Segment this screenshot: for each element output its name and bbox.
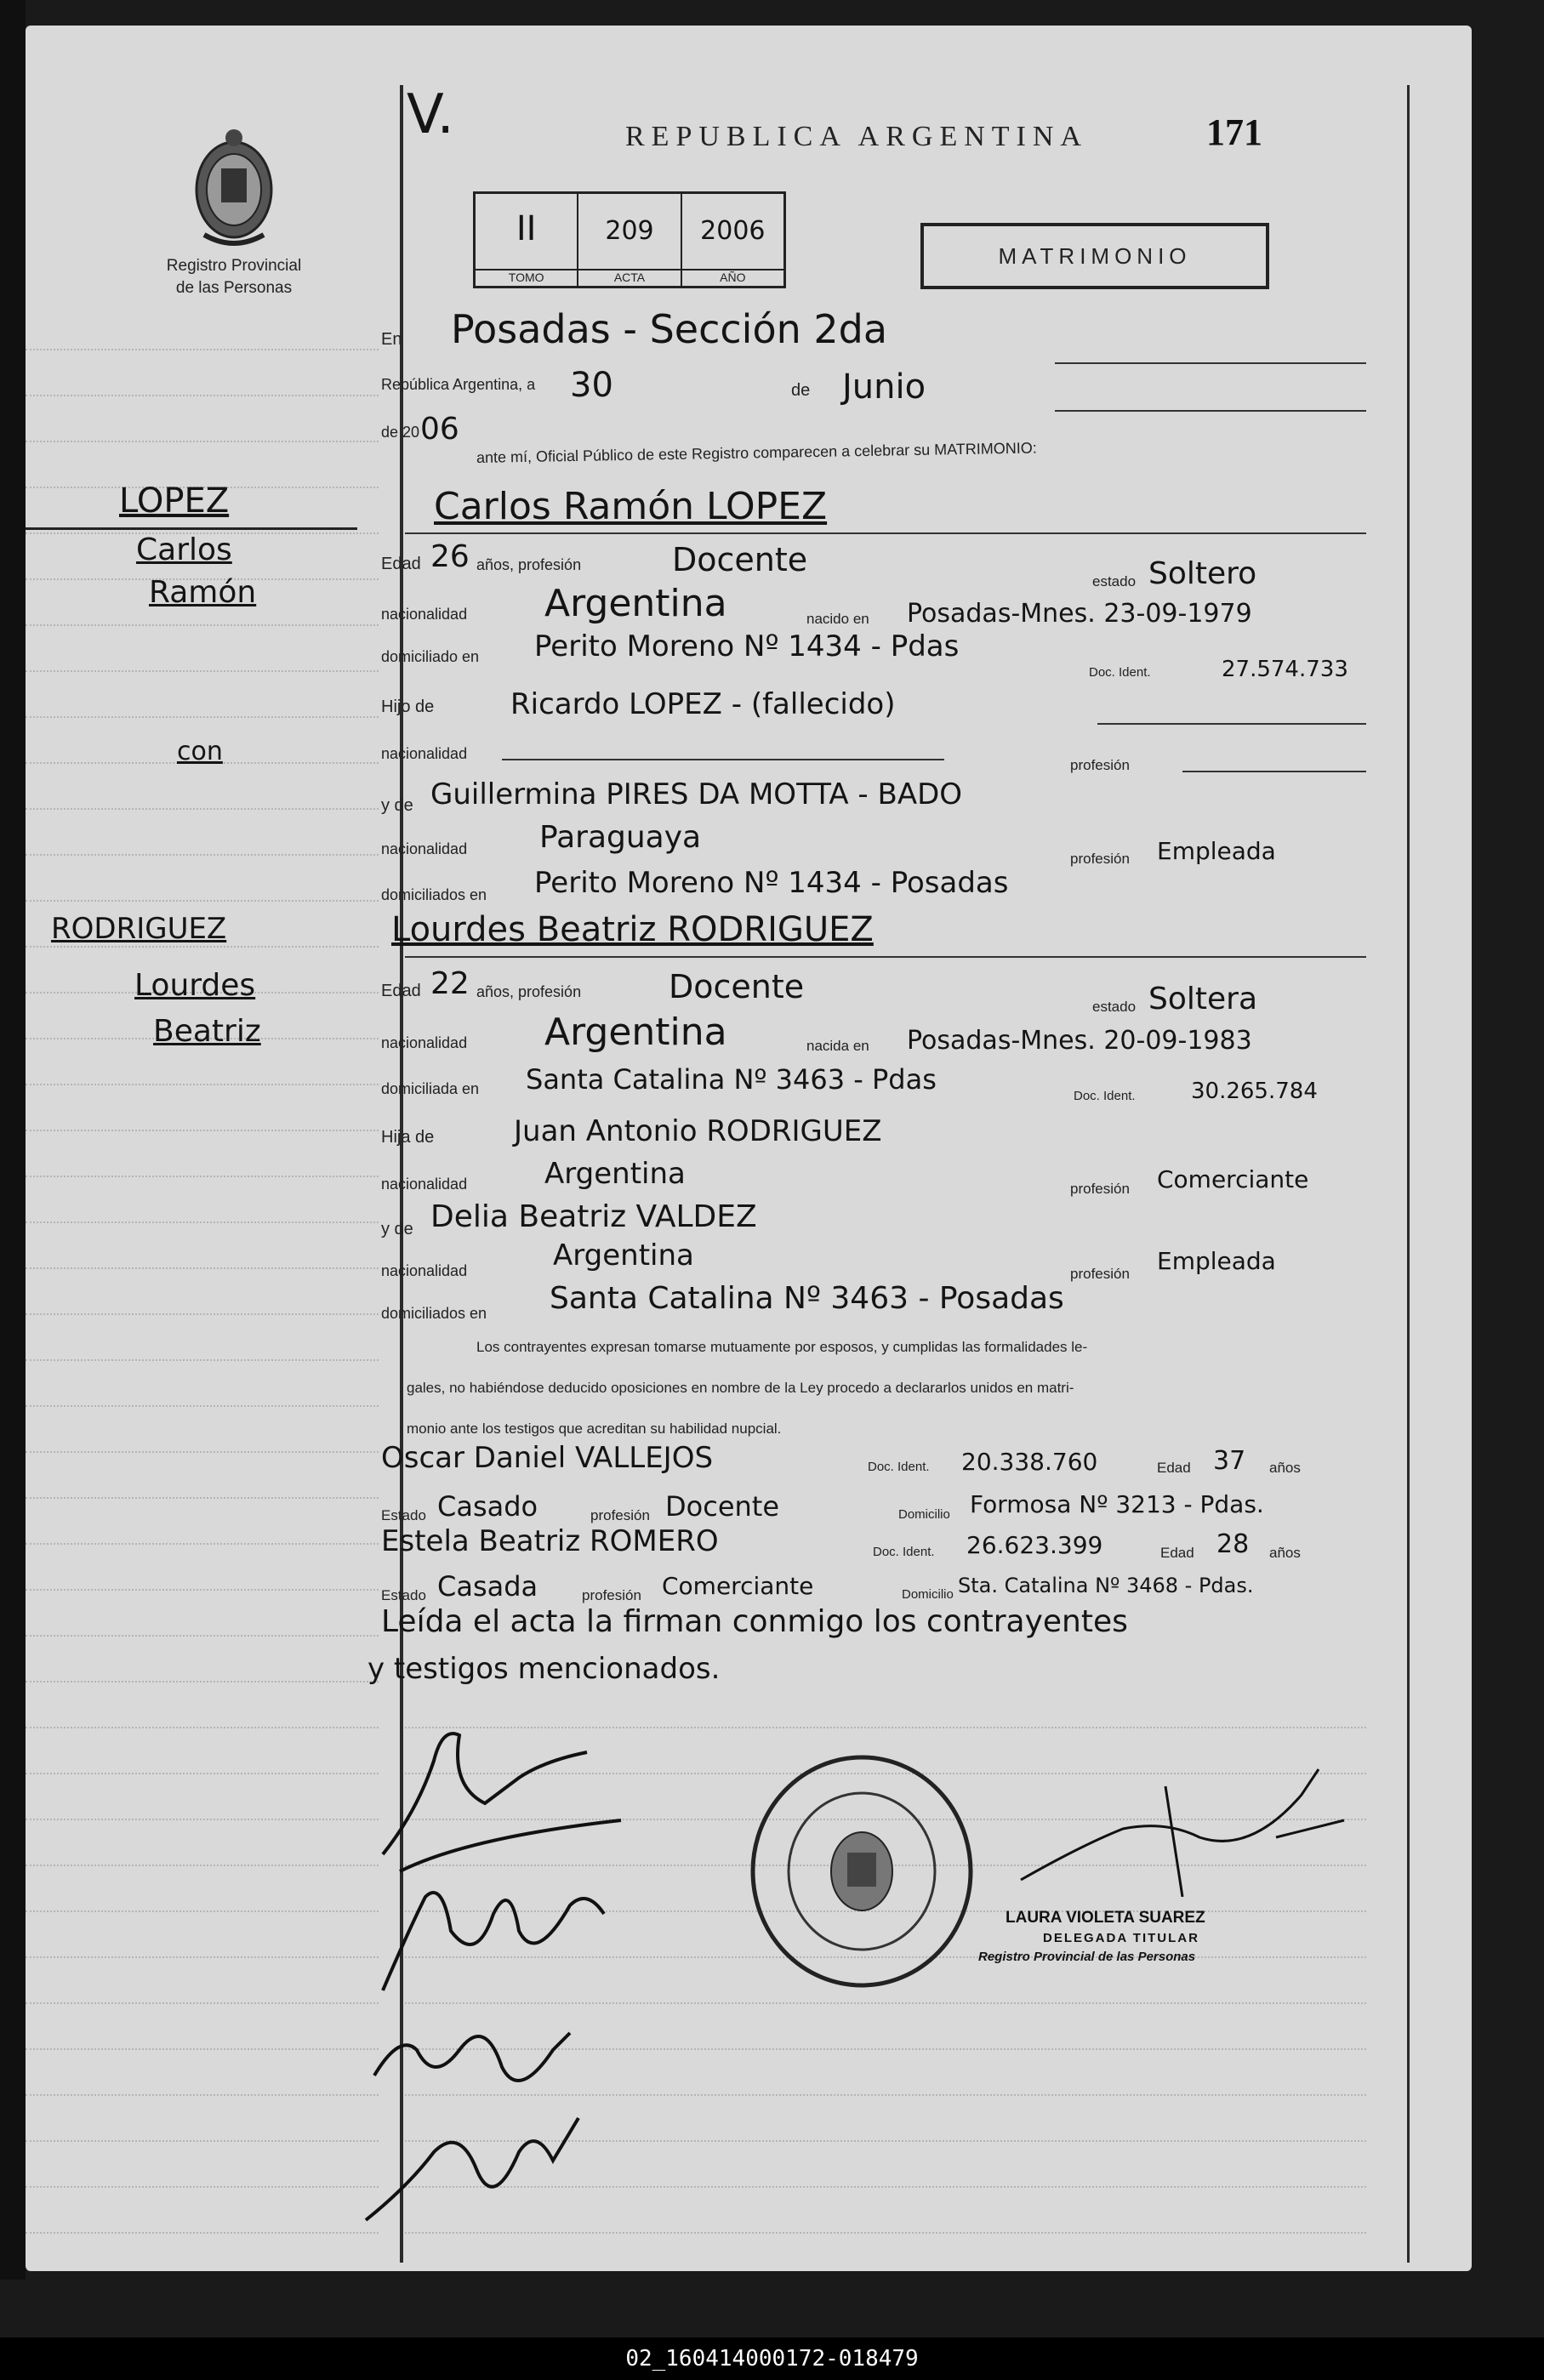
groom-address: Perito Moreno Nº 1434 - Pdas	[534, 629, 960, 663]
margin-dotted-line	[26, 1359, 379, 1361]
groom-mother-nationality: Paraguaya	[539, 820, 702, 855]
bride-mother-profession: Empleada	[1157, 1247, 1276, 1275]
witness1-age: 37	[1213, 1446, 1246, 1476]
tomo-label: TOMO	[476, 269, 577, 284]
groom-domiciliado-label: domiciliado en	[381, 648, 480, 665]
groom-father-nat-rule	[502, 759, 944, 760]
bride-father: Juan Antonio RODRIGUEZ	[514, 1114, 882, 1148]
bride-profession: Docente	[669, 968, 805, 1005]
margin-dotted-line	[26, 900, 379, 902]
witness2-doc: 26.623.399	[966, 1531, 1103, 1559]
bride-nacionalidad-label: nacionalidad	[381, 1034, 468, 1051]
margin-dotted-line	[26, 1176, 379, 1177]
official-signature	[995, 1761, 1353, 1897]
margin-dotted-line	[26, 1130, 379, 1131]
groom-parents-address: Perito Moreno Nº 1434 - Posadas	[534, 866, 1009, 900]
en-label: En	[381, 330, 402, 349]
margin-dotted-line	[26, 1819, 379, 1820]
groom-father-prof-label: profesión	[1070, 757, 1130, 773]
groom-estado: Soltero	[1148, 556, 1257, 591]
bride-mother-prof-label: profesión	[1070, 1266, 1130, 1282]
witness2-dom-label: Domicilio	[902, 1587, 954, 1602]
bride-edad-label: Edad	[381, 982, 421, 1000]
registry-name-line2: de las Personas	[175, 279, 293, 297]
declaration-line3: monio ante los testigos que acreditan su habilidad nupcial.	[407, 1421, 782, 1437]
margin-dotted-line	[26, 670, 379, 672]
margin-dotted-line	[26, 716, 379, 718]
margin-groom-surname: LOPEZ	[119, 481, 230, 521]
declaration-line1: Los contrayentes expresan tomarse mutuamente por esposos, y cumplidas las formalidades le-	[476, 1339, 1088, 1355]
witness1-name: Oscar Daniel VALLEJOS	[381, 1441, 714, 1475]
groom-mother-profession: Empleada	[1157, 837, 1276, 865]
margin-dotted-line	[26, 441, 379, 442]
margin-dotted-line	[26, 395, 379, 396]
groom-age: 26	[430, 539, 470, 574]
groom-mother-nat-label: nacionalidad	[381, 840, 468, 857]
bride-father-profession: Comerciante	[1157, 1165, 1309, 1193]
official-title: DELEGADA TITULAR	[1043, 1931, 1199, 1945]
book-edge	[0, 0, 26, 2280]
de-label: de	[791, 381, 811, 400]
day-value: 30	[570, 366, 613, 405]
bride-estado: Soltera	[1148, 982, 1258, 1016]
margin-dotted-line	[26, 1727, 379, 1728]
bride-age: 22	[430, 966, 470, 1001]
margin-dotted-line	[26, 1267, 379, 1269]
witness1-address: Formosa Nº 3213 - Pdas.	[970, 1490, 1264, 1518]
country-heading: REPUBLICA ARGENTINA	[625, 121, 1088, 152]
groom-name-rule	[405, 532, 1366, 534]
official-office: Registro Provincial de las Personas	[978, 1950, 1196, 1964]
margin-dotted-line	[26, 2140, 379, 2142]
margin-dotted-line	[26, 624, 379, 626]
bride-doc-label: Doc. Ident.	[1074, 1089, 1136, 1103]
margin-groom-name2: Ramón	[149, 575, 257, 610]
bride-hija-label: Hija de	[381, 1128, 435, 1147]
groom-mother: Guillermina PIRES DA MOTTA - BADO	[430, 777, 963, 811]
ante-text: ante mí, Oficial Público de este Registro comparecen a celebrar su MATRIMONIO:	[476, 439, 1037, 466]
margin-dotted-line	[26, 1956, 379, 1958]
bride-parents-dom-label: domiciliados en	[381, 1305, 487, 1322]
place-value: Posadas - Sección 2da	[451, 306, 888, 352]
witness2-anos-label: años	[1269, 1545, 1301, 1561]
month-value: Junio	[842, 367, 926, 407]
witness1-edad-label: Edad	[1157, 1460, 1191, 1476]
groom-estado-label: estado	[1092, 573, 1137, 589]
witness2-estado-label: Estado	[381, 1587, 426, 1603]
margin-bride-surname: RODRIGUEZ	[51, 912, 227, 946]
margin-dotted-line	[26, 1221, 379, 1223]
margin-dotted-line	[26, 1084, 379, 1085]
witness2-doc-label: Doc. Ident.	[873, 1545, 935, 1559]
tomo-value: II	[516, 209, 537, 248]
registry-name-line1: Registro Provincial	[166, 257, 302, 275]
signatures	[349, 1710, 638, 2254]
bride-domiciliada-label: domiciliada en	[381, 1080, 480, 1097]
closing-line2: y testigos mencionados.	[367, 1652, 721, 1686]
groom-edad-label: Edad	[381, 555, 421, 573]
margin-dotted-line	[26, 2002, 379, 2004]
witness1-doc-label: Doc. Ident.	[868, 1460, 930, 1474]
bride-mother: Delia Beatriz VALDEZ	[430, 1199, 757, 1234]
margin-dotted-line	[26, 1773, 379, 1774]
margin-dotted-line	[26, 2232, 379, 2234]
acta-label: ACTA	[578, 269, 680, 284]
witness2-profession: Comerciante	[662, 1572, 814, 1600]
bride-estado-label: estado	[1092, 999, 1137, 1015]
groom-father: Ricardo LOPEZ - (fallecido)	[510, 687, 896, 721]
witness2-estado: Casada	[437, 1570, 538, 1603]
official-seal	[747, 1752, 977, 1990]
witness1-prof-label: profesión	[590, 1507, 650, 1523]
witness2-prof-label: profesión	[582, 1587, 641, 1603]
witness2-address: Sta. Catalina Nº 3468 - Pdas.	[958, 1574, 1254, 1597]
margin-dotted-line	[26, 946, 379, 948]
bride-father-prof-label: profesión	[1070, 1181, 1130, 1197]
witness1-signature	[374, 2033, 570, 2081]
ano-value: 2006	[700, 216, 766, 246]
groom-anos-prof-label: años, profesión	[476, 556, 582, 573]
province-emblem-icon	[187, 126, 281, 253]
groom-parents-dom-label: domiciliados en	[381, 886, 487, 903]
groom-nacido-label: nacido en	[806, 611, 869, 627]
image-identifier: 02_160414000172-018479	[0, 2337, 1544, 2380]
margin-dotted-line	[26, 349, 379, 350]
margin-dotted-line	[26, 1910, 379, 1912]
margin-dotted-line	[26, 1451, 379, 1453]
bride-signature	[383, 1893, 604, 1990]
witness1-profession: Docente	[665, 1490, 780, 1523]
handwritten-mark: V.	[407, 83, 454, 146]
bride-father-nat-label: nacionalidad	[381, 1176, 468, 1193]
groom-mother-prof-label: profesión	[1070, 851, 1130, 867]
groom-yde-label: y de	[381, 796, 413, 815]
witness2-age: 28	[1216, 1529, 1250, 1559]
margin-dotted-line	[26, 1313, 379, 1315]
bride-name-rule	[405, 956, 1366, 958]
bride-full-name: Lourdes Beatriz RODRIGUEZ	[391, 910, 874, 949]
groom-hijo-label: Hijo de	[381, 697, 435, 716]
witness2-name: Estela Beatriz ROMERO	[381, 1524, 719, 1558]
margin-con: con	[177, 737, 223, 766]
bride-anos-prof-label: años, profesión	[476, 983, 582, 1000]
witness1-doc: 20.338.760	[961, 1448, 1098, 1476]
margin-dotted-line	[26, 1865, 379, 1866]
margin-dotted-line	[26, 854, 379, 856]
groom-birthplace: Posadas-Mnes. 23-09-1979	[907, 599, 1252, 629]
groom-doc-label: Doc. Ident.	[1089, 665, 1151, 680]
bride-yde-label: y de	[381, 1220, 413, 1238]
margin-dotted-line	[26, 808, 379, 810]
declaration-line2: gales, no habiéndose deducido oposiciones en nombre de la Ley procedo a declararlos unidos en matri-	[407, 1380, 1074, 1396]
place-rule	[1055, 362, 1366, 364]
margin-dotted-line	[26, 2186, 379, 2188]
witness1-estado-label: Estado	[381, 1507, 426, 1523]
year-prefix: de 20	[381, 424, 420, 441]
margin-dotted-line	[26, 1497, 379, 1499]
margin-dotted-line	[26, 1681, 379, 1683]
margin-dotted-line	[26, 1635, 379, 1637]
document-page	[26, 26, 1472, 2271]
ano-label: AÑO	[682, 269, 783, 284]
bride-nacida-label: nacida en	[806, 1038, 869, 1054]
margin-dotted-line	[26, 1405, 379, 1407]
official-name: LAURA VIOLETA SUAREZ	[1006, 1909, 1205, 1927]
groom-father-rule	[1097, 723, 1366, 725]
margin-dotted-line	[26, 1589, 379, 1591]
bride-father-nationality: Argentina	[544, 1157, 686, 1191]
witness2-edad-label: Edad	[1160, 1545, 1194, 1561]
groom-father-prof-rule	[1182, 771, 1366, 772]
groom-father-nat-label: nacionalidad	[381, 745, 468, 762]
witness1-anos-label: años	[1269, 1460, 1301, 1476]
acta-value: 209	[605, 216, 654, 246]
groom-nationality: Argentina	[544, 582, 727, 625]
month-rule	[1055, 410, 1366, 412]
witness1-estado: Casado	[437, 1490, 538, 1523]
bride-address: Santa Catalina Nº 3463 - Pdas	[526, 1063, 937, 1096]
margin-bride-name1: Lourdes	[134, 968, 256, 1003]
groom-signature	[383, 1734, 621, 1871]
margin-groom-name1: Carlos	[136, 532, 232, 567]
closing-line1: Leída el acta la firman conmigo los contrayentes	[381, 1604, 1128, 1639]
margin-dotted-line	[26, 2094, 379, 2096]
bride-parents-address: Santa Catalina Nº 3463 - Posadas	[550, 1281, 1064, 1316]
bride-birthplace: Posadas-Mnes. 20-09-1983	[907, 1026, 1252, 1056]
republica-label: República Argentina, a	[381, 376, 536, 393]
margin-dotted-line	[26, 2048, 379, 2050]
margin-rule-1	[26, 527, 357, 530]
bride-mother-nat-label: nacionalidad	[381, 1262, 468, 1279]
bride-doc: 30.265.784	[1191, 1079, 1318, 1104]
groom-profession: Docente	[672, 541, 808, 578]
page-number: 171	[1206, 111, 1262, 153]
margin-bride-name2: Beatriz	[153, 1014, 261, 1049]
witness2-signature	[366, 2118, 578, 2220]
groom-nacionalidad-label: nacionalidad	[381, 606, 468, 623]
bride-nationality: Argentina	[544, 1011, 727, 1054]
groom-doc: 27.574.733	[1222, 657, 1348, 682]
bride-mother-nationality: Argentina	[553, 1238, 694, 1273]
act-type-box: MATRIMONIO	[920, 223, 1269, 289]
year-suffix: 06	[420, 412, 459, 447]
witness1-dom-label: Domicilio	[898, 1507, 950, 1522]
groom-full-name: Carlos Ramón LOPEZ	[434, 485, 828, 528]
margin-dotted-line	[26, 1543, 379, 1545]
